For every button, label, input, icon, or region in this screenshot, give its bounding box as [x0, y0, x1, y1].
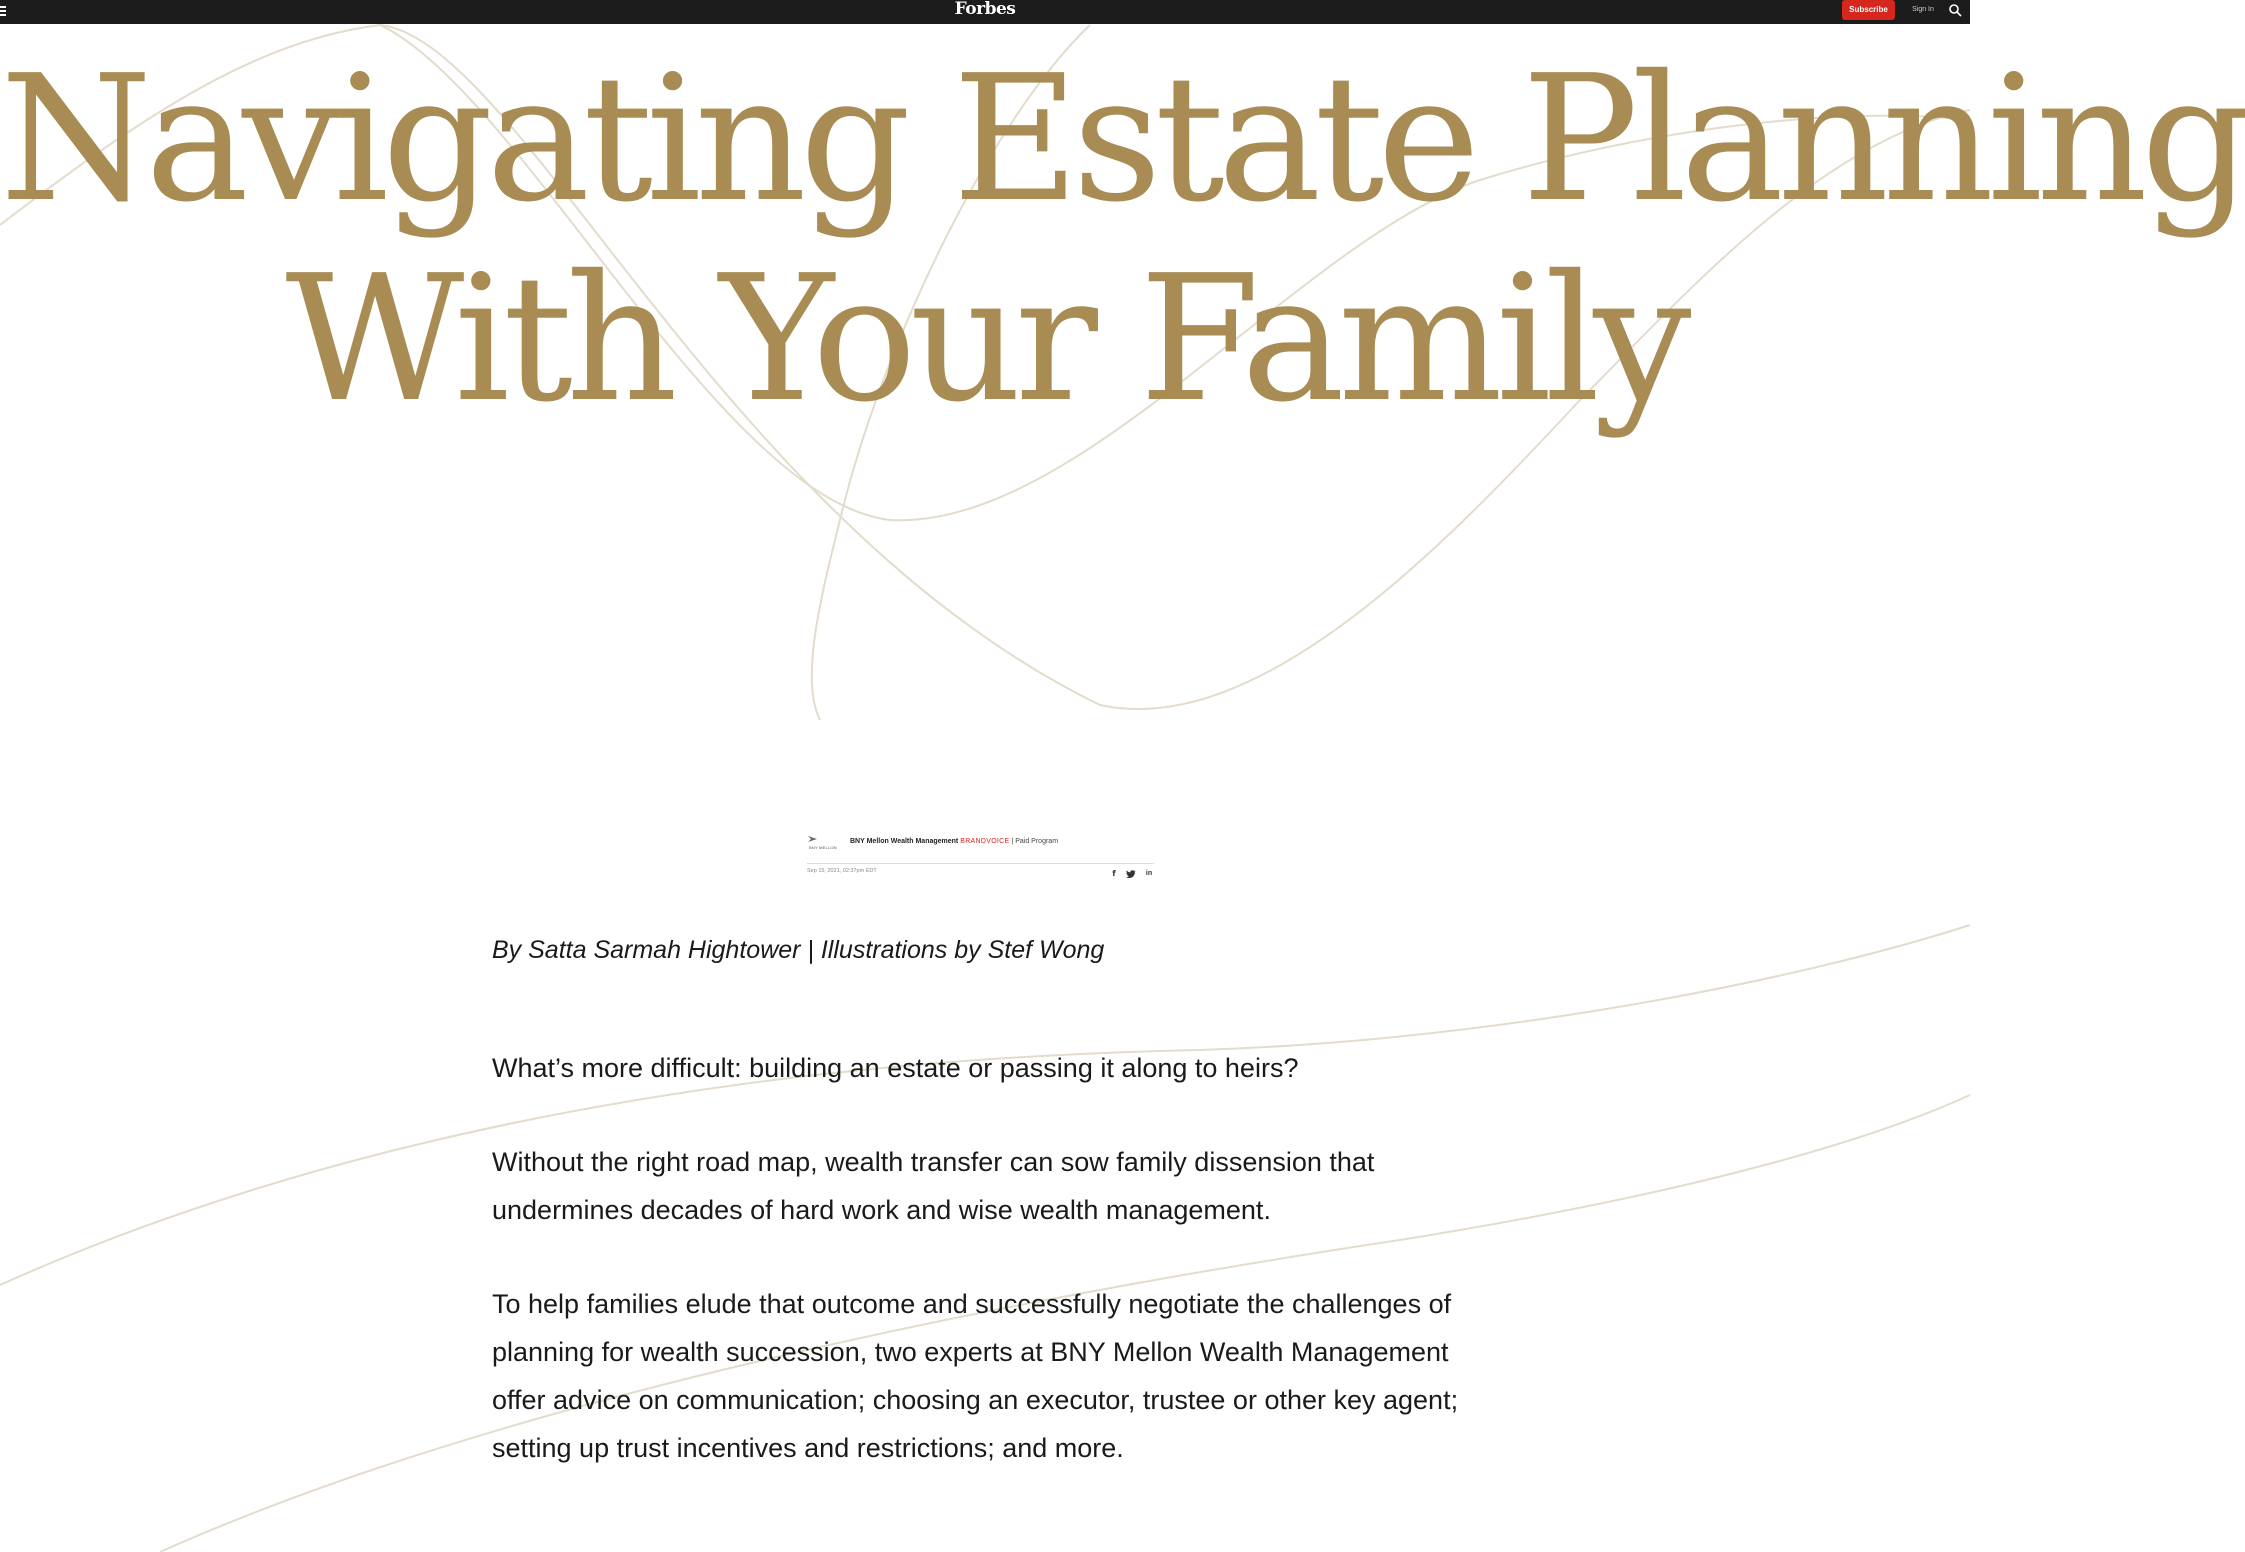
article-paragraph: Without the right road map, wealth transfer can sow family dissension that undermines decades of hard work and wise wealth management.	[492, 1147, 1375, 1225]
search-icon[interactable]	[1948, 3, 1962, 17]
brandvoice-label: BRANDVOICE	[960, 838, 1010, 845]
brand-arrow-icon	[808, 836, 818, 844]
forbes-logo-link[interactable]: Forbes	[954, 0, 1016, 19]
facebook-icon[interactable]: f	[1112, 869, 1116, 878]
headline-line-1: Navigating Estate Planning	[0, 38, 2245, 241]
meta-divider	[807, 863, 1154, 864]
headline-line-2: With Your Family	[285, 238, 1685, 441]
article-paragraph: To help families elude that outcome and successfully negotiate the challenges of planning for wealth succession, two experts at BNY Mellon Wealth Management offer advice on communication; choosing an executor, trustee or other key agent; setting up trust incentives and restrictions; and more.	[492, 1289, 1459, 1463]
linkedin-icon[interactable]: in	[1145, 870, 1153, 877]
author-link[interactable]: BNY Mellon Wealth Management	[850, 838, 959, 845]
byline: By Satta Sarmah Hightower | Illustrations by Stef Wong	[492, 936, 1105, 964]
author-line	[850, 838, 1058, 845]
twitter-icon[interactable]	[1126, 869, 1136, 879]
menu-icon[interactable]	[0, 4, 10, 20]
article-meta	[807, 832, 1154, 882]
publish-date: Sep 15, 2021, 02:37pm EDT	[807, 868, 877, 874]
article-paragraph: What’s more difficult: building an estate or passing it along to heirs?	[492, 1053, 1299, 1083]
sign-in-link[interactable]: Sign In	[1912, 6, 1934, 13]
top-nav-bar	[0, 0, 1970, 24]
subscribe-button[interactable]: Subscribe	[1842, 0, 1895, 20]
bny-mellon-logo[interactable]	[807, 836, 845, 854]
brand-logo-text: BNY MELLON	[809, 845, 837, 850]
paid-program-label: | Paid Program	[1009, 838, 1059, 845]
article-body	[492, 1044, 1472, 1518]
article-headline	[0, 38, 2245, 441]
site-logo	[0, 0, 1970, 22]
